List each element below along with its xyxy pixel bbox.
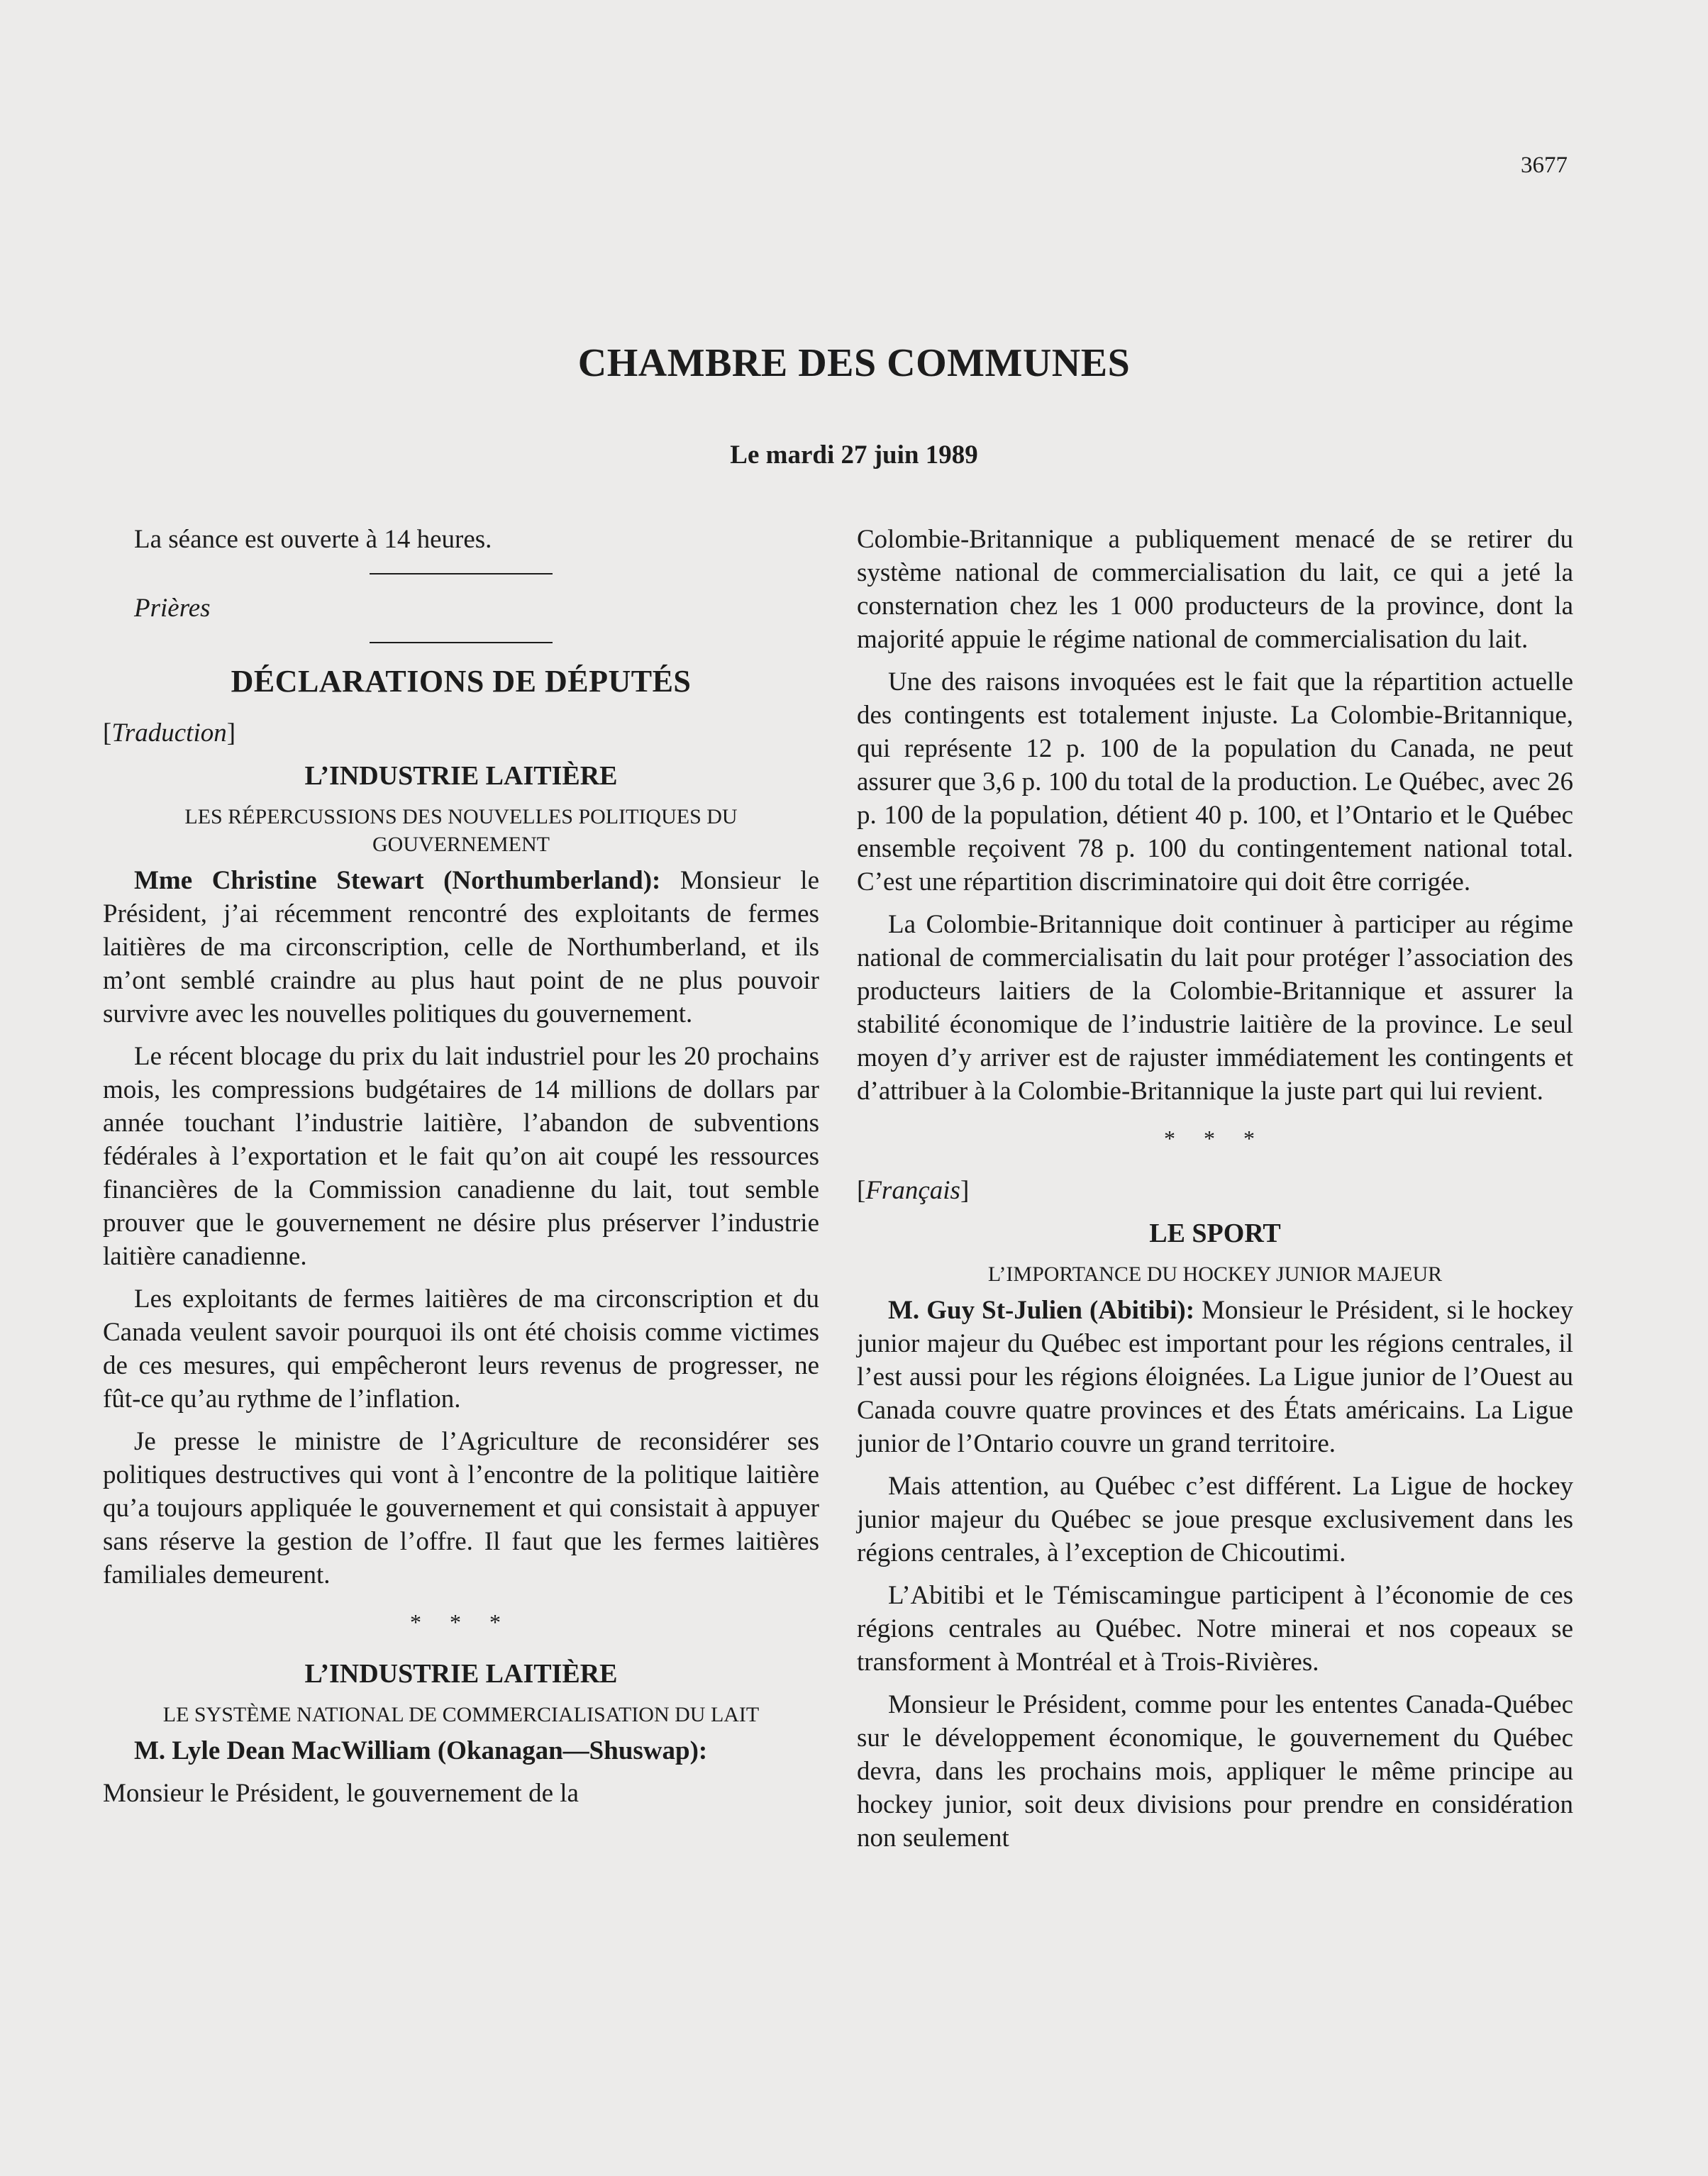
statement-paragraph: Colombie-Britannique a publiquement menacé de se retirer du système national de commercialisation du lait, ce qui a jeté la consternation chez les 1 000 producteurs de la province, dont la majorité appuie le régime national de commercialisation du lait.: [857, 525, 1573, 654]
language-tag-label: Traduction: [111, 718, 227, 748]
divider-rule: [370, 573, 553, 574]
subject-subheading: LES RÉPERCUSSIONS DES NOUVELLES POLITIQUES DU GOUVERNEMENT: [184, 805, 738, 856]
bracket-close: ]: [960, 1176, 970, 1205]
page-title: CHAMBRE DES COMMUNES: [577, 341, 1131, 385]
statement-paragraph: Je presse le ministre de l’Agriculture de reconsidérer ses politiques destructives qui vont à l’encontre de la politique laitière qu’a toujours appliquée le gouvernement et qui consistait à appuyer sans réserve la gestion de l’offre. Il faut que les fermes laitières familiales demeurent.: [103, 1427, 819, 1589]
statement-paragraph: Le récent blocage du prix du lait industriel pour les 20 prochains mois, les compressions budgétaires de 14 millions de dollars par année touchant l’industrie laitière, l’abandon de subventions fédérales à l’exportation et le fait qu’on ait coupé les ressources financières de la Commission canadienne du lait, tout semble prouver que le gouvernement ne désire plus préserver l’industrie laitière canadienne.: [103, 1042, 819, 1271]
statement-paragraph: [103, 864, 819, 1031]
speaker-name: M. Guy St-Julien (Abitibi):: [888, 1296, 1195, 1325]
bracket-close: ]: [226, 718, 236, 748]
subject-subheading: L’IMPORTANCE DU HOCKEY JUNIOR MAJEUR: [987, 1262, 1443, 1286]
speaker-name: M. Lyle Dean MacWilliam (Okanagan—Shuswap):: [134, 1736, 708, 1765]
prayers-heading: Prières: [134, 594, 211, 623]
section-separator: * * *: [1164, 1126, 1266, 1151]
statement-paragraph: Mais attention, au Québec c’est différent. La Ligue de hockey junior majeur du Québec se joue presque exclusivement dans les régions centrales, à l’exception de Chicoutimi.: [857, 1472, 1573, 1567]
section-separator: * * *: [410, 1609, 512, 1635]
subject-heading: L’INDUSTRIE LAITIÈRE: [304, 761, 618, 791]
language-tag: [103, 716, 819, 750]
page-number: 3677: [1521, 152, 1568, 178]
statement-text: Monsieur le Président, le gouvernement de la: [103, 1779, 579, 1808]
sitting-date: Le mardi 27 juin 1989: [730, 440, 978, 470]
statement-paragraph: Les exploitants de fermes laitières de ma circonscription et du Canada veulent savoir pourquoi ils ont été choisis comme victimes de ces mesures, qui empêcheront leurs revenus de progresser, ne fût-ce qu’au rythme de l’inflation.: [103, 1284, 819, 1414]
bracket-open: [: [103, 718, 112, 748]
statement-paragraph: L’Abitibi et le Témiscamingue participent à l’économie de ces régions centrales au Québec. Notre minerai et nos copeaux se transforment à Montréal et à Trois-Rivières.: [857, 1581, 1573, 1677]
statement-text: Monsieur le Président, j’ai récemment rencontré des exploitants de fermes laitières de ma circonscription, celle de Northumberland, et ils m’ont semblé craindre au plus haut point de ne plus pouvoir survivre avec les nouvelles politiques du gouvernement.: [103, 866, 819, 1028]
right-column: [857, 523, 1573, 1864]
divider-rule: [370, 642, 553, 643]
statement-paragraph: [857, 1294, 1573, 1460]
statement-paragraph: [103, 1734, 819, 1767]
statement-paragraph: Monsieur le Président, comme pour les ententes Canada-Québec sur le développement économique, le gouvernement du Québec devra, dans les prochains mois, appliquer le même principe au hockey junior, soit deux divisions pour prendre en considération non seulement: [857, 1690, 1573, 1853]
language-tag: [857, 1174, 1573, 1207]
subject-heading: L’INDUSTRIE LAITIÈRE: [304, 1659, 618, 1689]
bracket-open: [: [857, 1176, 866, 1205]
statement-paragraph: Une des raisons invoquées est le fait que la répartition actuelle des contingents est totalement injuste. La Colombie-Britannique, qui représente 12 p. 100 de la population du Canada, ne peut assurer que 3,6 p. 100 du total de la production. Le Québec, avec 26 p. 100 de la population, détient 40 p. 100, et l’Ontario et le Québec ensemble reçoivent 78 p. 100 du contingentement national total. C’est une répartition discriminatoire qui doit être corrigée.: [857, 667, 1573, 897]
statement-paragraph: La Colombie-Britannique doit continuer à participer au régime national de commercialisatin du lait pour protéger l’association des producteurs laitiers de la Colombie-Britannique et assurer la stabilité économique de l’industrie laitière de la province. Le seul moyen d’y arriver est de rajuster immédiatement les contingents et d’attribuer à la Colombie-Britannique la juste part qui lui revient.: [857, 910, 1573, 1106]
language-tag-label: Français: [865, 1176, 960, 1205]
statement-text: Monsieur le Président, si le hockey junior majeur du Québec est important pour les régions centrales, il l’est aussi pour les régions éloignées. La Ligue junior de l’Ouest au Canada couvre quatre provinces et des États américains. La Ligue junior de l’Ontario couvre un grand territoire.: [857, 1296, 1574, 1458]
subject-heading: LE SPORT: [1149, 1219, 1281, 1248]
subject-subheading: LE SYSTÈME NATIONAL DE COMMERCIALISATION DU LAIT: [162, 1703, 760, 1726]
section-heading: DÉCLARATIONS DE DÉPUTÉS: [231, 664, 692, 699]
speaker-name: Mme Christine Stewart (Northumberland):: [134, 866, 661, 895]
left-column: [103, 523, 819, 1819]
opening-statement: La séance est ouverte à 14 heures.: [134, 525, 492, 554]
